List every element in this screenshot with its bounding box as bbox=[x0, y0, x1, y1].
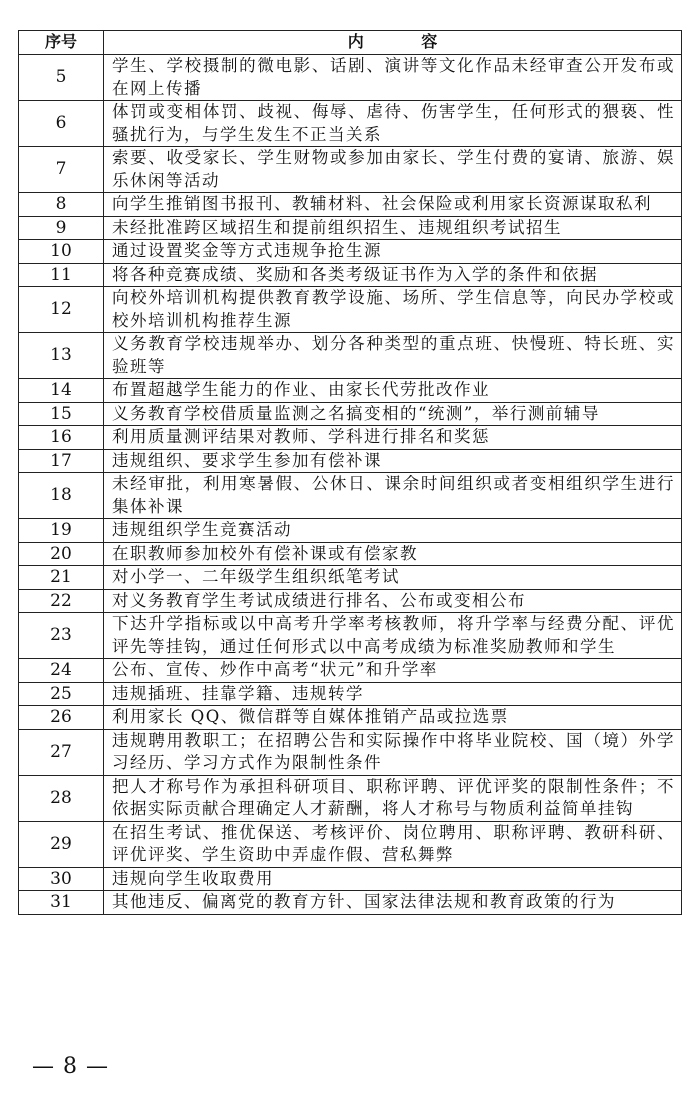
row-content: 将各种竞赛成绩、奖励和各类考级证书作为入学的条件和依据 bbox=[104, 263, 682, 287]
row-number: 5 bbox=[19, 55, 104, 101]
table-row bbox=[19, 402, 682, 426]
row-content: 违规插班、挂靠学籍、违规转学 bbox=[104, 682, 682, 706]
row-content: 学生、学校摄制的微电影、话剧、演讲等文化作品未经审查公开发布或在网上传播 bbox=[104, 55, 682, 101]
table-row bbox=[19, 589, 682, 613]
row-number: 17 bbox=[19, 449, 104, 473]
row-number: 20 bbox=[19, 542, 104, 566]
table-row bbox=[19, 287, 682, 333]
row-content: 通过设置奖金等方式违规争抢生源 bbox=[104, 240, 682, 264]
row-number: 11 bbox=[19, 263, 104, 287]
row-content: 利用家长 QQ、微信群等自媒体推销产品或拉选票 bbox=[104, 706, 682, 730]
row-content: 其他违反、偏离党的教育方针、国家法律法规和教育政策的行为 bbox=[104, 891, 682, 915]
row-number: 18 bbox=[19, 473, 104, 519]
row-number: 29 bbox=[19, 821, 104, 867]
table-row bbox=[19, 147, 682, 193]
row-content: 公布、宣传、炒作中高考“状元”和升学率 bbox=[104, 659, 682, 683]
row-content: 违规组织学生竞赛活动 bbox=[104, 519, 682, 543]
row-content: 下达升学指标或以中高考升学率考核教师，将升学率与经费分配、评优评先等挂钩，通过任何形式以中高考成绩为标准奖励教师和学生 bbox=[104, 613, 682, 659]
row-number: 8 bbox=[19, 193, 104, 217]
table-row bbox=[19, 775, 682, 821]
row-number: 6 bbox=[19, 101, 104, 147]
table-row bbox=[19, 519, 682, 543]
row-content: 在职教师参加校外有偿补课或有偿家教 bbox=[104, 542, 682, 566]
header-content bbox=[104, 31, 682, 55]
row-number: 24 bbox=[19, 659, 104, 683]
table-row bbox=[19, 613, 682, 659]
table-row bbox=[19, 473, 682, 519]
row-number: 25 bbox=[19, 682, 104, 706]
row-number: 12 bbox=[19, 287, 104, 333]
row-number: 26 bbox=[19, 706, 104, 730]
row-number: 23 bbox=[19, 613, 104, 659]
row-number: 30 bbox=[19, 867, 104, 891]
row-content: 向学生推销图书报刊、教辅材料、社会保险或利用家长资源谋取私利 bbox=[104, 193, 682, 217]
row-number: 9 bbox=[19, 216, 104, 240]
table-row bbox=[19, 682, 682, 706]
violations-table bbox=[18, 30, 682, 915]
row-number: 19 bbox=[19, 519, 104, 543]
row-content: 违规聘用教职工；在招聘公告和实际操作中将毕业院校、国（境）外学习经历、学习方式作为限制性条件 bbox=[104, 729, 682, 775]
table-row bbox=[19, 891, 682, 915]
header-serial-number: 序号 bbox=[19, 31, 104, 55]
table-row bbox=[19, 101, 682, 147]
page-number: — 8 — bbox=[32, 1054, 109, 1079]
row-content: 义务教育学校违规举办、划分各种类型的重点班、快慢班、特长班、实验班等 bbox=[104, 333, 682, 379]
table-row bbox=[19, 706, 682, 730]
table-row bbox=[19, 216, 682, 240]
row-content: 未经批准跨区域招生和提前组织招生、违规组织考试招生 bbox=[104, 216, 682, 240]
table-row bbox=[19, 426, 682, 450]
table-row bbox=[19, 659, 682, 683]
table-row bbox=[19, 729, 682, 775]
row-number: 22 bbox=[19, 589, 104, 613]
row-content: 未经审批，利用寒暑假、公休日、课余时间组织或者变相组织学生进行集体补课 bbox=[104, 473, 682, 519]
row-content: 把人才称号作为承担科研项目、职称评聘、评优评奖的限制性条件；不依据实际贡献合理确定人才薪酬，将人才称号与物质利益简单挂钩 bbox=[104, 775, 682, 821]
row-content: 布置超越学生能力的作业、由家长代劳批改作业 bbox=[104, 379, 682, 403]
table-row bbox=[19, 379, 682, 403]
row-content: 义务教育学校借质量监测之名搞变相的“统测”，举行测前辅导 bbox=[104, 402, 682, 426]
row-content: 对小学一、二年级学生组织纸笔考试 bbox=[104, 566, 682, 590]
row-number: 28 bbox=[19, 775, 104, 821]
table-row bbox=[19, 566, 682, 590]
row-content: 违规向学生收取费用 bbox=[104, 867, 682, 891]
table-row bbox=[19, 263, 682, 287]
table-row bbox=[19, 449, 682, 473]
row-content: 索要、收受家长、学生财物或参加由家长、学生付费的宴请、旅游、娱乐休闲等活动 bbox=[104, 147, 682, 193]
row-number: 15 bbox=[19, 402, 104, 426]
row-content: 对义务教育学生考试成绩进行排名、公布或变相公布 bbox=[104, 589, 682, 613]
row-number: 16 bbox=[19, 426, 104, 450]
header-content-label: 内 容 bbox=[347, 32, 464, 52]
row-number: 14 bbox=[19, 379, 104, 403]
table-row bbox=[19, 542, 682, 566]
table-row bbox=[19, 867, 682, 891]
table-row bbox=[19, 333, 682, 379]
row-number: 31 bbox=[19, 891, 104, 915]
row-number: 10 bbox=[19, 240, 104, 264]
table-row bbox=[19, 240, 682, 264]
row-content: 体罚或变相体罚、歧视、侮辱、虐待、伤害学生，任何形式的猥亵、性骚扰行为，与学生发生不正当关系 bbox=[104, 101, 682, 147]
row-number: 7 bbox=[19, 147, 104, 193]
row-number: 27 bbox=[19, 729, 104, 775]
table-header-row bbox=[19, 31, 682, 55]
table-row bbox=[19, 55, 682, 101]
table-row bbox=[19, 193, 682, 217]
row-number: 21 bbox=[19, 566, 104, 590]
row-content: 违规组织、要求学生参加有偿补课 bbox=[104, 449, 682, 473]
row-content: 在招生考试、推优保送、考核评价、岗位聘用、职称评聘、教研科研、评优评奖、学生资助中弄虚作假、营私舞弊 bbox=[104, 821, 682, 867]
row-content: 向校外培训机构提供教育教学设施、场所、学生信息等，向民办学校或校外培训机构推荐生源 bbox=[104, 287, 682, 333]
row-content: 利用质量测评结果对教师、学科进行排名和奖惩 bbox=[104, 426, 682, 450]
row-number: 13 bbox=[19, 333, 104, 379]
table-row bbox=[19, 821, 682, 867]
